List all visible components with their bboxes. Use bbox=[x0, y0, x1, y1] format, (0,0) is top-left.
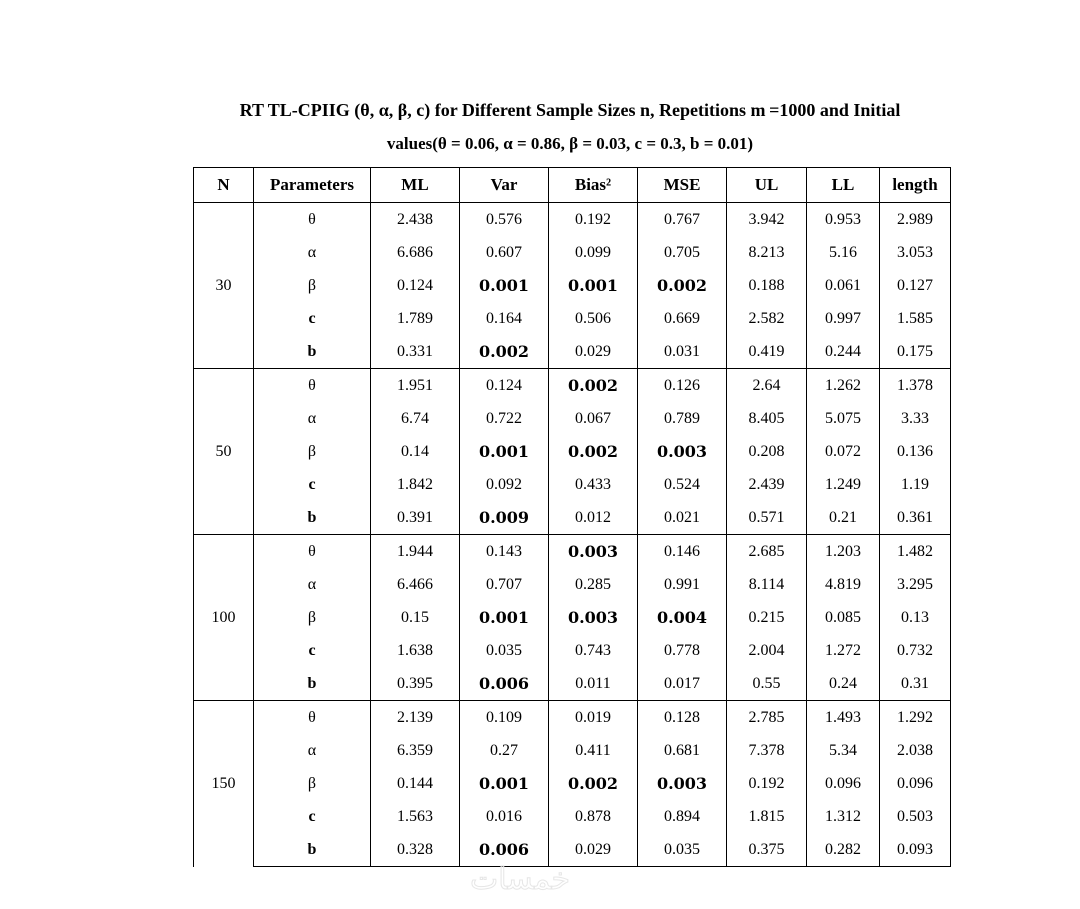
ml-cell: 1.951 bbox=[371, 369, 460, 403]
table-row bbox=[194, 601, 951, 634]
ml-cell: 2.438 bbox=[371, 203, 460, 237]
var-cell: 0.016 bbox=[460, 800, 549, 833]
ml-cell: 1.789 bbox=[371, 302, 460, 335]
header-ml: ML bbox=[371, 168, 460, 203]
ul-cell: 3.942 bbox=[727, 203, 807, 237]
ul-cell: 1.815 bbox=[727, 800, 807, 833]
bias2-cell: 0.743 bbox=[549, 634, 638, 667]
header-row bbox=[194, 168, 951, 203]
var-cell: 0.035 bbox=[460, 634, 549, 667]
bias2-cell: 0.433 bbox=[549, 468, 638, 501]
length-cell: 0.096 bbox=[880, 767, 951, 800]
ll-cell: 0.061 bbox=[807, 269, 880, 302]
parameter-cell: c bbox=[254, 634, 371, 667]
mse-cell: 0.669 bbox=[638, 302, 727, 335]
length-cell: 0.13 bbox=[880, 601, 951, 634]
mse-cell: 0.031 bbox=[638, 335, 727, 369]
var-cell: 0.27 bbox=[460, 734, 549, 767]
var-cell: 0.006 bbox=[460, 667, 549, 701]
ul-cell: 2.004 bbox=[727, 634, 807, 667]
length-cell: 2.038 bbox=[880, 734, 951, 767]
bias2-cell: 0.002 bbox=[549, 435, 638, 468]
ll-cell: 0.24 bbox=[807, 667, 880, 701]
length-cell: 0.136 bbox=[880, 435, 951, 468]
bias2-cell: 0.001 bbox=[549, 269, 638, 302]
length-cell: 0.503 bbox=[880, 800, 951, 833]
bias2-cell: 0.019 bbox=[549, 701, 638, 735]
ul-cell: 2.582 bbox=[727, 302, 807, 335]
table-row bbox=[194, 402, 951, 435]
ml-cell: 1.563 bbox=[371, 800, 460, 833]
parameter-cell: θ bbox=[254, 701, 371, 735]
bias2-cell: 0.029 bbox=[549, 335, 638, 369]
bias2-cell: 0.285 bbox=[549, 568, 638, 601]
parameter-cell: b bbox=[254, 833, 371, 867]
length-cell: 0.361 bbox=[880, 501, 951, 535]
header-length: length bbox=[880, 168, 951, 203]
length-cell: 1.585 bbox=[880, 302, 951, 335]
ll-cell: 1.272 bbox=[807, 634, 880, 667]
ml-cell: 0.124 bbox=[371, 269, 460, 302]
parameter-cell: α bbox=[254, 568, 371, 601]
sample-size-cell: 150 bbox=[194, 701, 254, 867]
ul-cell: 2.785 bbox=[727, 701, 807, 735]
ul-cell: 7.378 bbox=[727, 734, 807, 767]
table-row bbox=[194, 767, 951, 800]
ml-cell: 6.74 bbox=[371, 402, 460, 435]
mse-cell: 0.705 bbox=[638, 236, 727, 269]
length-cell: 3.33 bbox=[880, 402, 951, 435]
ml-cell: 2.139 bbox=[371, 701, 460, 735]
mse-cell: 0.035 bbox=[638, 833, 727, 867]
parameter-cell: α bbox=[254, 734, 371, 767]
var-cell: 0.002 bbox=[460, 335, 549, 369]
parameter-cell: β bbox=[254, 601, 371, 634]
sample-size-cell: 100 bbox=[194, 535, 254, 701]
ml-cell: 0.331 bbox=[371, 335, 460, 369]
ll-cell: 1.249 bbox=[807, 468, 880, 501]
ll-cell: 5.075 bbox=[807, 402, 880, 435]
mse-cell: 0.767 bbox=[638, 203, 727, 237]
mse-cell: 0.017 bbox=[638, 667, 727, 701]
mse-cell: 0.128 bbox=[638, 701, 727, 735]
ml-cell: 0.391 bbox=[371, 501, 460, 535]
ml-cell: 1.842 bbox=[371, 468, 460, 501]
mse-cell: 0.003 bbox=[638, 767, 727, 800]
ml-cell: 0.395 bbox=[371, 667, 460, 701]
mse-cell: 0.002 bbox=[638, 269, 727, 302]
ul-cell: 0.208 bbox=[727, 435, 807, 468]
length-cell: 0.127 bbox=[880, 269, 951, 302]
table-row bbox=[194, 203, 951, 237]
ll-cell: 1.493 bbox=[807, 701, 880, 735]
watermark: خمسات bbox=[470, 862, 571, 897]
bias2-cell: 0.411 bbox=[549, 734, 638, 767]
ul-cell: 8.405 bbox=[727, 402, 807, 435]
sample-size-cell: 50 bbox=[194, 369, 254, 535]
parameter-cell: α bbox=[254, 236, 371, 269]
length-cell: 0.093 bbox=[880, 833, 951, 867]
ll-cell: 0.282 bbox=[807, 833, 880, 867]
bias2-cell: 0.506 bbox=[549, 302, 638, 335]
mse-cell: 0.778 bbox=[638, 634, 727, 667]
ul-cell: 8.213 bbox=[727, 236, 807, 269]
table-row bbox=[194, 468, 951, 501]
table-row bbox=[194, 302, 951, 335]
table-row bbox=[194, 568, 951, 601]
ul-cell: 0.55 bbox=[727, 667, 807, 701]
ll-cell: 5.34 bbox=[807, 734, 880, 767]
bias2-cell: 0.003 bbox=[549, 535, 638, 569]
ul-cell: 2.685 bbox=[727, 535, 807, 569]
bias2-cell: 0.099 bbox=[549, 236, 638, 269]
length-cell: 0.175 bbox=[880, 335, 951, 369]
header-ul: UL bbox=[727, 168, 807, 203]
header-ll: LL bbox=[807, 168, 880, 203]
mse-cell: 0.681 bbox=[638, 734, 727, 767]
ul-cell: 8.114 bbox=[727, 568, 807, 601]
var-cell: 0.006 bbox=[460, 833, 549, 867]
parameter-cell: α bbox=[254, 402, 371, 435]
ml-cell: 0.14 bbox=[371, 435, 460, 468]
table-row bbox=[194, 535, 951, 569]
var-cell: 0.124 bbox=[460, 369, 549, 403]
parameter-cell: b bbox=[254, 501, 371, 535]
parameter-cell: β bbox=[254, 767, 371, 800]
header-parameters: Parameters bbox=[254, 168, 371, 203]
ul-cell: 0.192 bbox=[727, 767, 807, 800]
var-cell: 0.001 bbox=[460, 767, 549, 800]
bias2-cell: 0.011 bbox=[549, 667, 638, 701]
var-cell: 0.092 bbox=[460, 468, 549, 501]
ll-cell: 0.953 bbox=[807, 203, 880, 237]
var-cell: 0.707 bbox=[460, 568, 549, 601]
var-cell: 0.001 bbox=[460, 435, 549, 468]
mse-cell: 0.991 bbox=[638, 568, 727, 601]
ll-cell: 4.819 bbox=[807, 568, 880, 601]
bias2-cell: 0.878 bbox=[549, 800, 638, 833]
sample-size-cell: 30 bbox=[194, 203, 254, 369]
ll-cell: 5.16 bbox=[807, 236, 880, 269]
ul-cell: 0.375 bbox=[727, 833, 807, 867]
mse-cell: 0.004 bbox=[638, 601, 727, 634]
ul-cell: 2.439 bbox=[727, 468, 807, 501]
mse-cell: 0.146 bbox=[638, 535, 727, 569]
header-var: Var bbox=[460, 168, 549, 203]
length-cell: 1.292 bbox=[880, 701, 951, 735]
ul-cell: 0.188 bbox=[727, 269, 807, 302]
ul-cell: 2.64 bbox=[727, 369, 807, 403]
var-cell: 0.109 bbox=[460, 701, 549, 735]
length-cell: 1.378 bbox=[880, 369, 951, 403]
length-cell: 2.989 bbox=[880, 203, 951, 237]
parameter-cell: θ bbox=[254, 369, 371, 403]
mse-cell: 0.789 bbox=[638, 402, 727, 435]
table-row bbox=[194, 236, 951, 269]
ll-cell: 1.312 bbox=[807, 800, 880, 833]
parameter-cell: b bbox=[254, 335, 371, 369]
length-cell: 1.482 bbox=[880, 535, 951, 569]
table-row bbox=[194, 701, 951, 735]
table-body bbox=[194, 203, 951, 867]
table-row bbox=[194, 269, 951, 302]
ll-cell: 0.085 bbox=[807, 601, 880, 634]
ml-cell: 6.686 bbox=[371, 236, 460, 269]
length-cell: 3.053 bbox=[880, 236, 951, 269]
ll-cell: 0.072 bbox=[807, 435, 880, 468]
bias2-cell: 0.002 bbox=[549, 369, 638, 403]
ml-cell: 0.144 bbox=[371, 767, 460, 800]
ml-cell: 6.359 bbox=[371, 734, 460, 767]
table-row bbox=[194, 833, 951, 867]
header-n: N bbox=[194, 168, 254, 203]
var-cell: 0.143 bbox=[460, 535, 549, 569]
bias2-cell: 0.012 bbox=[549, 501, 638, 535]
mse-cell: 0.003 bbox=[638, 435, 727, 468]
table-caption-line-2: values(θ = 0.06, α = 0.86, β = 0.03, c = 0.3, b = 0.01) bbox=[386, 134, 754, 153]
ll-cell: 0.244 bbox=[807, 335, 880, 369]
results-table bbox=[193, 167, 951, 867]
length-cell: 0.732 bbox=[880, 634, 951, 667]
ll-cell: 1.203 bbox=[807, 535, 880, 569]
table-caption-line-1: RT TL-CPIIG (θ, α, β, c) for Different Sample Sizes n, Repetitions m =1000 and Initial bbox=[239, 100, 901, 120]
mse-cell: 0.894 bbox=[638, 800, 727, 833]
bias2-cell: 0.003 bbox=[549, 601, 638, 634]
ml-cell: 6.466 bbox=[371, 568, 460, 601]
ll-cell: 0.997 bbox=[807, 302, 880, 335]
var-cell: 0.607 bbox=[460, 236, 549, 269]
var-cell: 0.164 bbox=[460, 302, 549, 335]
ul-cell: 0.419 bbox=[727, 335, 807, 369]
table-row bbox=[194, 734, 951, 767]
bias2-cell: 0.002 bbox=[549, 767, 638, 800]
ll-cell: 0.096 bbox=[807, 767, 880, 800]
ml-cell: 0.328 bbox=[371, 833, 460, 867]
length-cell: 0.31 bbox=[880, 667, 951, 701]
var-cell: 0.001 bbox=[460, 269, 549, 302]
table-row bbox=[194, 501, 951, 535]
parameter-cell: β bbox=[254, 435, 371, 468]
table-row bbox=[194, 800, 951, 833]
table-row bbox=[194, 369, 951, 403]
bias2-cell: 0.192 bbox=[549, 203, 638, 237]
mse-cell: 0.524 bbox=[638, 468, 727, 501]
ul-cell: 0.571 bbox=[727, 501, 807, 535]
parameter-cell: θ bbox=[254, 203, 371, 237]
var-cell: 0.722 bbox=[460, 402, 549, 435]
header-bias2: Bias² bbox=[549, 168, 638, 203]
ll-cell: 0.21 bbox=[807, 501, 880, 535]
ll-cell: 1.262 bbox=[807, 369, 880, 403]
header-mse: MSE bbox=[638, 168, 727, 203]
table-row bbox=[194, 435, 951, 468]
ml-cell: 1.638 bbox=[371, 634, 460, 667]
parameter-cell: c bbox=[254, 302, 371, 335]
ul-cell: 0.215 bbox=[727, 601, 807, 634]
parameter-cell: c bbox=[254, 468, 371, 501]
mse-cell: 0.126 bbox=[638, 369, 727, 403]
length-cell: 3.295 bbox=[880, 568, 951, 601]
parameter-cell: β bbox=[254, 269, 371, 302]
table-row bbox=[194, 335, 951, 369]
parameter-cell: θ bbox=[254, 535, 371, 569]
ml-cell: 1.944 bbox=[371, 535, 460, 569]
var-cell: 0.001 bbox=[460, 601, 549, 634]
parameter-cell: c bbox=[254, 800, 371, 833]
parameter-cell: b bbox=[254, 667, 371, 701]
bias2-cell: 0.029 bbox=[549, 833, 638, 867]
var-cell: 0.576 bbox=[460, 203, 549, 237]
length-cell: 1.19 bbox=[880, 468, 951, 501]
ml-cell: 0.15 bbox=[371, 601, 460, 634]
var-cell: 0.009 bbox=[460, 501, 549, 535]
table-row bbox=[194, 667, 951, 701]
mse-cell: 0.021 bbox=[638, 501, 727, 535]
table-row bbox=[194, 634, 951, 667]
bias2-cell: 0.067 bbox=[549, 402, 638, 435]
